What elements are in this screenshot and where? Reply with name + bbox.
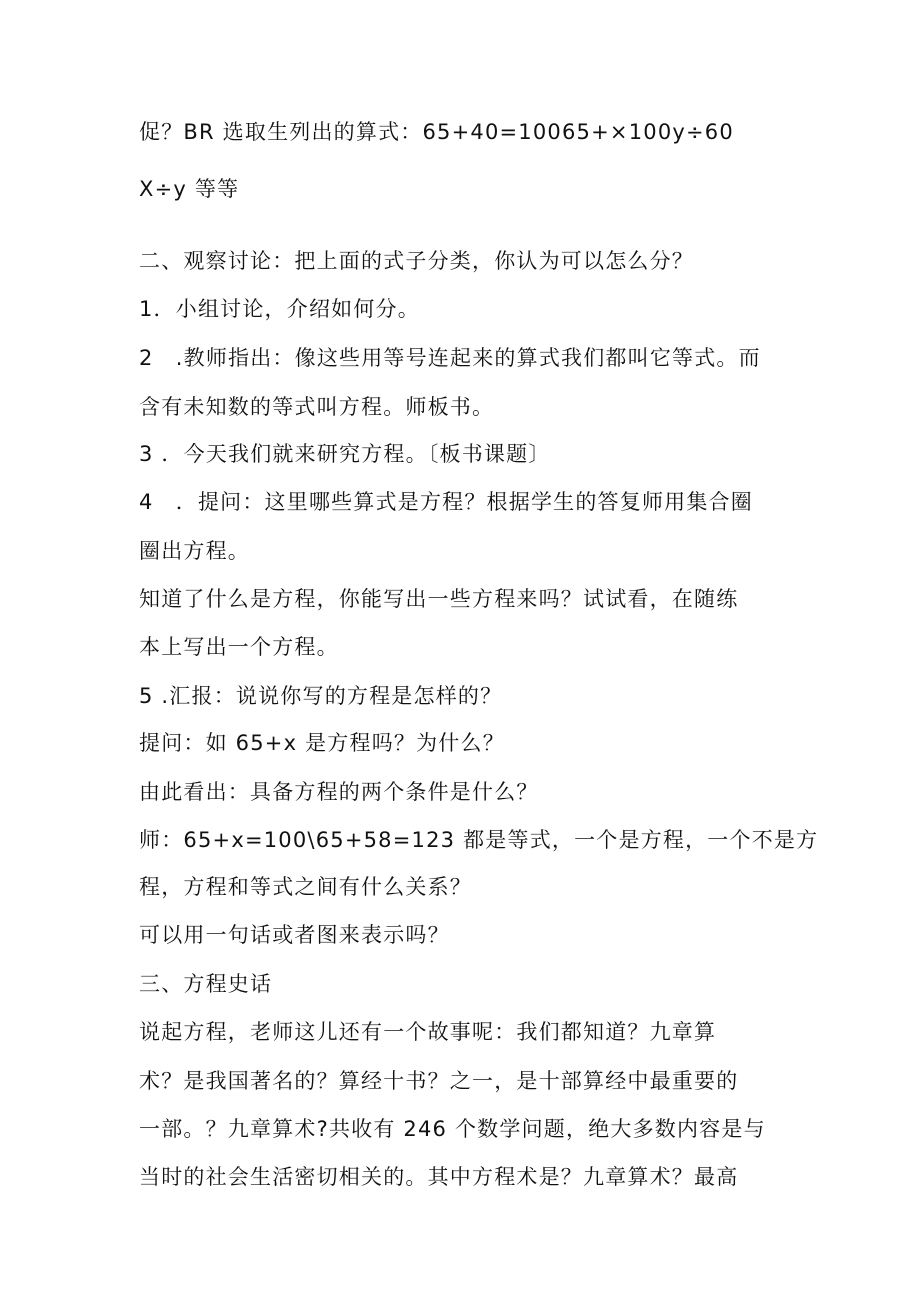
text-line: 促？BR 选取生列出的算式：65+40=10065+×100y÷60 xyxy=(139,120,734,144)
text-line: 由此看出：具备方程的两个条件是什么？ xyxy=(139,780,539,804)
text-line: X÷y 等等 xyxy=(139,177,240,201)
text-line: 5 .汇报：说说你写的方程是怎样的？ xyxy=(139,684,503,708)
text-line: 1．小组讨论，介绍如何分。 xyxy=(139,297,420,321)
text-line: 4 ．提问：这里哪些算式是方程？根据学生的答复师用集合圈 xyxy=(139,490,753,514)
text-line: 提问：如 65+x 是方程吗？为什么？ xyxy=(139,731,505,755)
text-line: 圈出方程。 xyxy=(139,539,250,563)
text-line: 程，方程和等式之间有什么关系？ xyxy=(139,875,472,899)
section-heading: 三、方程史话 xyxy=(139,972,273,996)
text-line: 2 .教师指出：像这些用等号连起来的算式我们都叫它等式。而 xyxy=(139,346,761,370)
text-line: 当时的社会生活密切相关的。其中方程术是？九章算术？最高 xyxy=(139,1165,739,1189)
text-line: 术？是我国著名的？算经十书？之一，是十部算经中最重要的 xyxy=(139,1069,739,1093)
text-line: 说起方程，老师这儿还有一个故事呢：我们都知道？九章算 xyxy=(139,1020,717,1044)
text-line: 3 ．今天我们就来研究方程。〔板书课题〕 xyxy=(139,442,551,466)
text-line: 一部。？九章算术?共收有 246 个数学问题，绝大多数内容是与 xyxy=(139,1117,766,1141)
section-heading: 二、观察讨论：把上面的式子分类，你认为可以怎么分？ xyxy=(139,249,694,273)
text-line: 可以用一句话或者图来表示吗？ xyxy=(139,923,450,947)
text-line: 含有未知数的等式叫方程。师板书。 xyxy=(139,395,495,419)
text-line: 师：65+x=100\65+58=123 都是等式，一个是方程，一个不是方 xyxy=(139,828,819,852)
text-line: 本上写出一个方程。 xyxy=(139,635,339,659)
text-line: 知道了什么是方程，你能写出一些方程来吗？试试看，在随练 xyxy=(139,587,739,611)
